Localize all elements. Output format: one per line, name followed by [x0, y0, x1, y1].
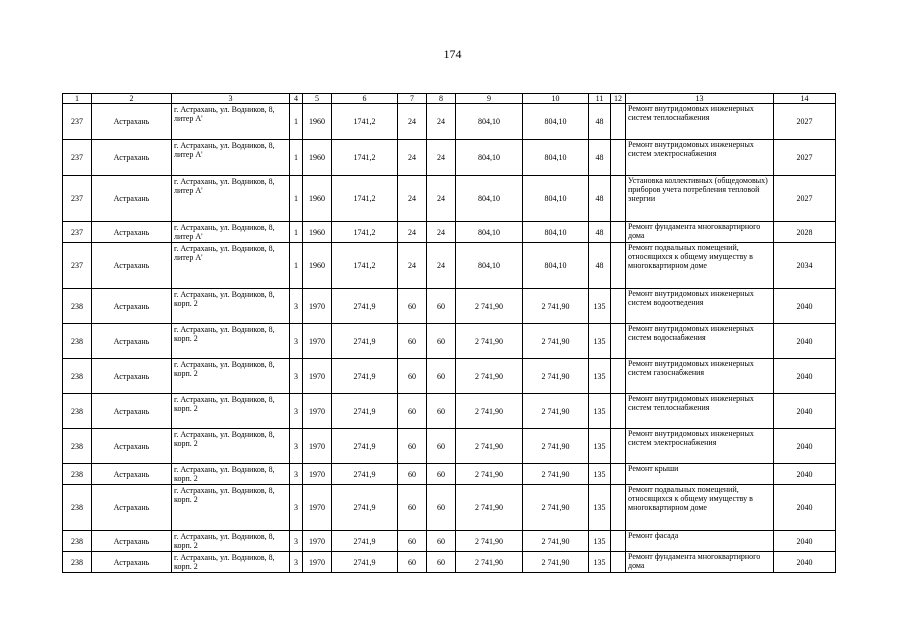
cell-residents: 135 — [589, 359, 611, 394]
cell-row-number: 238 — [63, 289, 92, 324]
cell-living-area: 804,10 — [523, 243, 589, 289]
cell-work-type: Ремонт крыши — [626, 464, 774, 485]
cell-floors: 3 — [290, 324, 303, 359]
cell-city: Астрахань — [92, 140, 172, 176]
cell-address: г. Астрахань, ул. Водников, 8, литер А' — [172, 140, 290, 176]
cell-total-area: 2 741,90 — [456, 552, 523, 573]
cell-living-area: 2 741,90 — [523, 394, 589, 429]
table-row — [63, 222, 836, 243]
cell-city: Астрахань — [92, 464, 172, 485]
cell-residents: 48 — [589, 140, 611, 176]
cell-row-number: 238 — [63, 464, 92, 485]
cell-city: Астрахань — [92, 176, 172, 222]
table-row — [63, 243, 836, 289]
cell-apartments: 60 — [398, 289, 427, 324]
cell-year: 1970 — [303, 485, 332, 531]
cell-row-number: 237 — [63, 140, 92, 176]
cell-total-area: 2 741,90 — [456, 324, 523, 359]
cell-year-planned: 2027 — [774, 140, 836, 176]
cell-area: 2741,9 — [332, 531, 398, 552]
cell-col12 — [611, 243, 626, 289]
cell-floors: 1 — [290, 222, 303, 243]
cell-area: 2741,9 — [332, 464, 398, 485]
cell-city: Астрахань — [92, 222, 172, 243]
page-number: 174 — [443, 47, 462, 61]
cell-work-type: Ремонт подвальных помещений, относящихся к общему имуществу в многоквартирном доме — [626, 243, 774, 289]
cell-address: г. Астрахань, ул. Водников, 8, литер А' — [172, 104, 290, 140]
cell-year-planned: 2040 — [774, 464, 836, 485]
cell-row-number: 237 — [63, 176, 92, 222]
cell-residents: 48 — [589, 104, 611, 140]
cell-floors: 3 — [290, 485, 303, 531]
column-header-14: 14 — [774, 94, 836, 104]
cell-apartments: 24 — [398, 140, 427, 176]
cell-living-area: 2 741,90 — [523, 289, 589, 324]
cell-floors: 3 — [290, 359, 303, 394]
cell-year-planned: 2028 — [774, 222, 836, 243]
cell-area: 1741,2 — [332, 222, 398, 243]
cell-total-area: 2 741,90 — [456, 289, 523, 324]
cell-city: Астрахань — [92, 289, 172, 324]
cell-residential: 60 — [427, 485, 456, 531]
cell-year-planned: 2040 — [774, 429, 836, 464]
cell-living-area: 2 741,90 — [523, 552, 589, 573]
cell-area: 2741,9 — [332, 289, 398, 324]
cell-address: г. Астрахань, ул. Водников, 8, корп. 2 — [172, 464, 290, 485]
cell-work-type: Ремонт фасада — [626, 531, 774, 552]
cell-floors: 3 — [290, 552, 303, 573]
table-row — [63, 552, 836, 573]
cell-floors: 3 — [290, 394, 303, 429]
cell-floors: 1 — [290, 104, 303, 140]
cell-apartments: 60 — [398, 552, 427, 573]
cell-residential: 24 — [427, 104, 456, 140]
cell-city: Астрахань — [92, 104, 172, 140]
cell-address: г. Астрахань, ул. Водников, 8, корп. 2 — [172, 485, 290, 531]
cell-city: Астрахань — [92, 359, 172, 394]
cell-apartments: 60 — [398, 464, 427, 485]
cell-residents: 135 — [589, 464, 611, 485]
cell-year: 1970 — [303, 531, 332, 552]
column-header-4: 4 — [290, 94, 303, 104]
cell-residents: 48 — [589, 243, 611, 289]
cell-apartments: 60 — [398, 359, 427, 394]
cell-work-type: Ремонт внутридомовых инженерных систем электроснабжения — [626, 140, 774, 176]
cell-floors: 3 — [290, 531, 303, 552]
cell-apartments: 24 — [398, 176, 427, 222]
cell-work-type: Ремонт внутридомовых инженерных систем электроснабжения — [626, 429, 774, 464]
cell-area: 2741,9 — [332, 485, 398, 531]
cell-work-type: Ремонт внутридомовых инженерных систем водоотведения — [626, 289, 774, 324]
cell-residents: 135 — [589, 485, 611, 531]
cell-residential: 60 — [427, 394, 456, 429]
cell-address: г. Астрахань, ул. Водников, 8, литер А' — [172, 222, 290, 243]
column-header-2: 2 — [92, 94, 172, 104]
cell-floors: 3 — [290, 289, 303, 324]
cell-apartments: 24 — [398, 104, 427, 140]
cell-floors: 1 — [290, 140, 303, 176]
cell-address: г. Астрахань, ул. Водников, 8, корп. 2 — [172, 552, 290, 573]
cell-area: 2741,9 — [332, 552, 398, 573]
cell-col12 — [611, 464, 626, 485]
cell-work-type: Ремонт подвальных помещений, относящихся к общему имуществу в многоквартирном доме — [626, 485, 774, 531]
cell-work-type: Ремонт внутридомовых инженерных систем водоснабжения — [626, 324, 774, 359]
cell-apartments: 60 — [398, 324, 427, 359]
cell-residential: 60 — [427, 531, 456, 552]
cell-col12 — [611, 359, 626, 394]
cell-living-area: 2 741,90 — [523, 429, 589, 464]
cell-row-number: 238 — [63, 324, 92, 359]
table-body — [63, 94, 836, 573]
cell-living-area: 2 741,90 — [523, 324, 589, 359]
cell-year-planned: 2040 — [774, 394, 836, 429]
cell-residents: 48 — [589, 176, 611, 222]
cell-year-planned: 2034 — [774, 243, 836, 289]
cell-city: Астрахань — [92, 429, 172, 464]
table-row — [63, 464, 836, 485]
cell-floors: 1 — [290, 176, 303, 222]
cell-row-number: 238 — [63, 429, 92, 464]
column-header-3: 3 — [172, 94, 290, 104]
cell-year: 1960 — [303, 104, 332, 140]
table-row — [63, 176, 836, 222]
cell-col12 — [611, 531, 626, 552]
cell-residential: 24 — [427, 176, 456, 222]
cell-area: 1741,2 — [332, 243, 398, 289]
cell-col12 — [611, 324, 626, 359]
cell-row-number: 237 — [63, 222, 92, 243]
cell-total-area: 2 741,90 — [456, 429, 523, 464]
cell-work-type: Ремонт внутридомовых инженерных систем теплоснабжения — [626, 394, 774, 429]
cell-city: Астрахань — [92, 485, 172, 531]
cell-total-area: 2 741,90 — [456, 464, 523, 485]
capital-repair-table — [62, 93, 836, 573]
cell-city: Астрахань — [92, 552, 172, 573]
cell-address: г. Астрахань, ул. Водников, 8, корп. 2 — [172, 531, 290, 552]
column-header-10: 10 — [523, 94, 589, 104]
cell-work-type: Ремонт внутридомовых инженерных систем теплоснабжения — [626, 104, 774, 140]
cell-city: Астрахань — [92, 394, 172, 429]
cell-row-number: 238 — [63, 552, 92, 573]
cell-city: Астрахань — [92, 531, 172, 552]
column-header-5: 5 — [303, 94, 332, 104]
cell-year: 1960 — [303, 176, 332, 222]
cell-address: г. Астрахань, ул. Водников, 8, корп. 2 — [172, 429, 290, 464]
cell-area: 1741,2 — [332, 140, 398, 176]
cell-residential: 60 — [427, 552, 456, 573]
cell-residents: 135 — [589, 531, 611, 552]
cell-residential: 24 — [427, 140, 456, 176]
cell-living-area: 804,10 — [523, 140, 589, 176]
cell-year-planned: 2040 — [774, 289, 836, 324]
cell-col12 — [611, 429, 626, 464]
cell-residents: 135 — [589, 429, 611, 464]
cell-total-area: 2 741,90 — [456, 359, 523, 394]
cell-year: 1970 — [303, 552, 332, 573]
cell-col12 — [611, 104, 626, 140]
cell-year-planned: 2027 — [774, 104, 836, 140]
cell-total-area: 804,10 — [456, 140, 523, 176]
cell-col12 — [611, 394, 626, 429]
cell-row-number: 238 — [63, 394, 92, 429]
cell-residents: 135 — [589, 289, 611, 324]
cell-work-type: Ремонт фундамента многоквартирного дома — [626, 222, 774, 243]
cell-residential: 60 — [427, 429, 456, 464]
table-row — [63, 531, 836, 552]
cell-year-planned: 2040 — [774, 531, 836, 552]
cell-year-planned: 2027 — [774, 176, 836, 222]
cell-floors: 3 — [290, 429, 303, 464]
cell-area: 2741,9 — [332, 324, 398, 359]
cell-residential: 60 — [427, 359, 456, 394]
cell-year: 1960 — [303, 140, 332, 176]
cell-year: 1970 — [303, 394, 332, 429]
cell-living-area: 2 741,90 — [523, 464, 589, 485]
cell-living-area: 804,10 — [523, 104, 589, 140]
cell-residents: 48 — [589, 222, 611, 243]
table-row — [63, 429, 836, 464]
cell-work-type: Ремонт внутридомовых инженерных систем газоснабжения — [626, 359, 774, 394]
cell-total-area: 2 741,90 — [456, 394, 523, 429]
column-header-11: 11 — [589, 94, 611, 104]
cell-apartments: 60 — [398, 531, 427, 552]
table-row — [63, 485, 836, 531]
table-row — [63, 324, 836, 359]
cell-address: г. Астрахань, ул. Водников, 8, корп. 2 — [172, 359, 290, 394]
column-header-7: 7 — [398, 94, 427, 104]
cell-residential: 60 — [427, 464, 456, 485]
cell-area: 2741,9 — [332, 359, 398, 394]
cell-year: 1970 — [303, 464, 332, 485]
cell-col12 — [611, 222, 626, 243]
cell-row-number: 238 — [63, 485, 92, 531]
cell-area: 1741,2 — [332, 176, 398, 222]
cell-apartments: 60 — [398, 485, 427, 531]
cell-residential: 24 — [427, 222, 456, 243]
cell-year: 1970 — [303, 289, 332, 324]
cell-living-area: 804,10 — [523, 222, 589, 243]
cell-floors: 3 — [290, 464, 303, 485]
cell-col12 — [611, 140, 626, 176]
cell-year: 1970 — [303, 324, 332, 359]
cell-living-area: 2 741,90 — [523, 485, 589, 531]
cell-year-planned: 2040 — [774, 359, 836, 394]
cell-residential: 24 — [427, 243, 456, 289]
cell-city: Астрахань — [92, 324, 172, 359]
cell-year: 1970 — [303, 359, 332, 394]
cell-year-planned: 2040 — [774, 485, 836, 531]
column-header-9: 9 — [456, 94, 523, 104]
column-header-13: 13 — [626, 94, 774, 104]
cell-city: Астрахань — [92, 243, 172, 289]
cell-living-area: 804,10 — [523, 176, 589, 222]
cell-residential: 60 — [427, 289, 456, 324]
table-row — [63, 289, 836, 324]
column-header-6: 6 — [332, 94, 398, 104]
column-header-1: 1 — [63, 94, 92, 104]
cell-residents: 135 — [589, 324, 611, 359]
cell-year-planned: 2040 — [774, 552, 836, 573]
cell-area: 2741,9 — [332, 429, 398, 464]
cell-residents: 135 — [589, 394, 611, 429]
cell-total-area: 2 741,90 — [456, 485, 523, 531]
cell-work-type: Ремонт фундамента многоквартирного дома — [626, 552, 774, 573]
cell-year: 1960 — [303, 243, 332, 289]
cell-area: 2741,9 — [332, 394, 398, 429]
cell-total-area: 804,10 — [456, 104, 523, 140]
cell-total-area: 804,10 — [456, 222, 523, 243]
cell-floors: 1 — [290, 243, 303, 289]
cell-total-area: 804,10 — [456, 176, 523, 222]
table-row — [63, 140, 836, 176]
cell-row-number: 237 — [63, 104, 92, 140]
cell-address: г. Астрахань, ул. Водников, 8, корп. 2 — [172, 394, 290, 429]
cell-living-area: 2 741,90 — [523, 359, 589, 394]
cell-apartments: 60 — [398, 429, 427, 464]
cell-work-type: Установка коллективных (общедомовых) приборов учета потребления тепловой энергии — [626, 176, 774, 222]
cell-row-number: 238 — [63, 359, 92, 394]
table-row — [63, 394, 836, 429]
cell-apartments: 60 — [398, 394, 427, 429]
cell-year: 1960 — [303, 222, 332, 243]
cell-address: г. Астрахань, ул. Водников, 8, корп. 2 — [172, 324, 290, 359]
cell-row-number: 237 — [63, 243, 92, 289]
column-header-8: 8 — [427, 94, 456, 104]
cell-col12 — [611, 485, 626, 531]
header-row — [63, 94, 836, 104]
cell-year-planned: 2040 — [774, 324, 836, 359]
cell-apartments: 24 — [398, 243, 427, 289]
cell-total-area: 2 741,90 — [456, 531, 523, 552]
cell-address: г. Астрахань, ул. Водников, 8, корп. 2 — [172, 289, 290, 324]
cell-year: 1970 — [303, 429, 332, 464]
cell-address: г. Астрахань, ул. Водников, 8, литер А' — [172, 176, 290, 222]
cell-living-area: 2 741,90 — [523, 531, 589, 552]
cell-total-area: 804,10 — [456, 243, 523, 289]
cell-area: 1741,2 — [332, 104, 398, 140]
table-row — [63, 104, 836, 140]
cell-col12 — [611, 289, 626, 324]
column-header-12: 12 — [611, 94, 626, 104]
table-row — [63, 359, 836, 394]
cell-residential: 60 — [427, 324, 456, 359]
cell-apartments: 24 — [398, 222, 427, 243]
cell-row-number: 238 — [63, 531, 92, 552]
cell-residents: 135 — [589, 552, 611, 573]
cell-address: г. Астрахань, ул. Водников, 8, литер А' — [172, 243, 290, 289]
cell-col12 — [611, 176, 626, 222]
cell-col12 — [611, 552, 626, 573]
